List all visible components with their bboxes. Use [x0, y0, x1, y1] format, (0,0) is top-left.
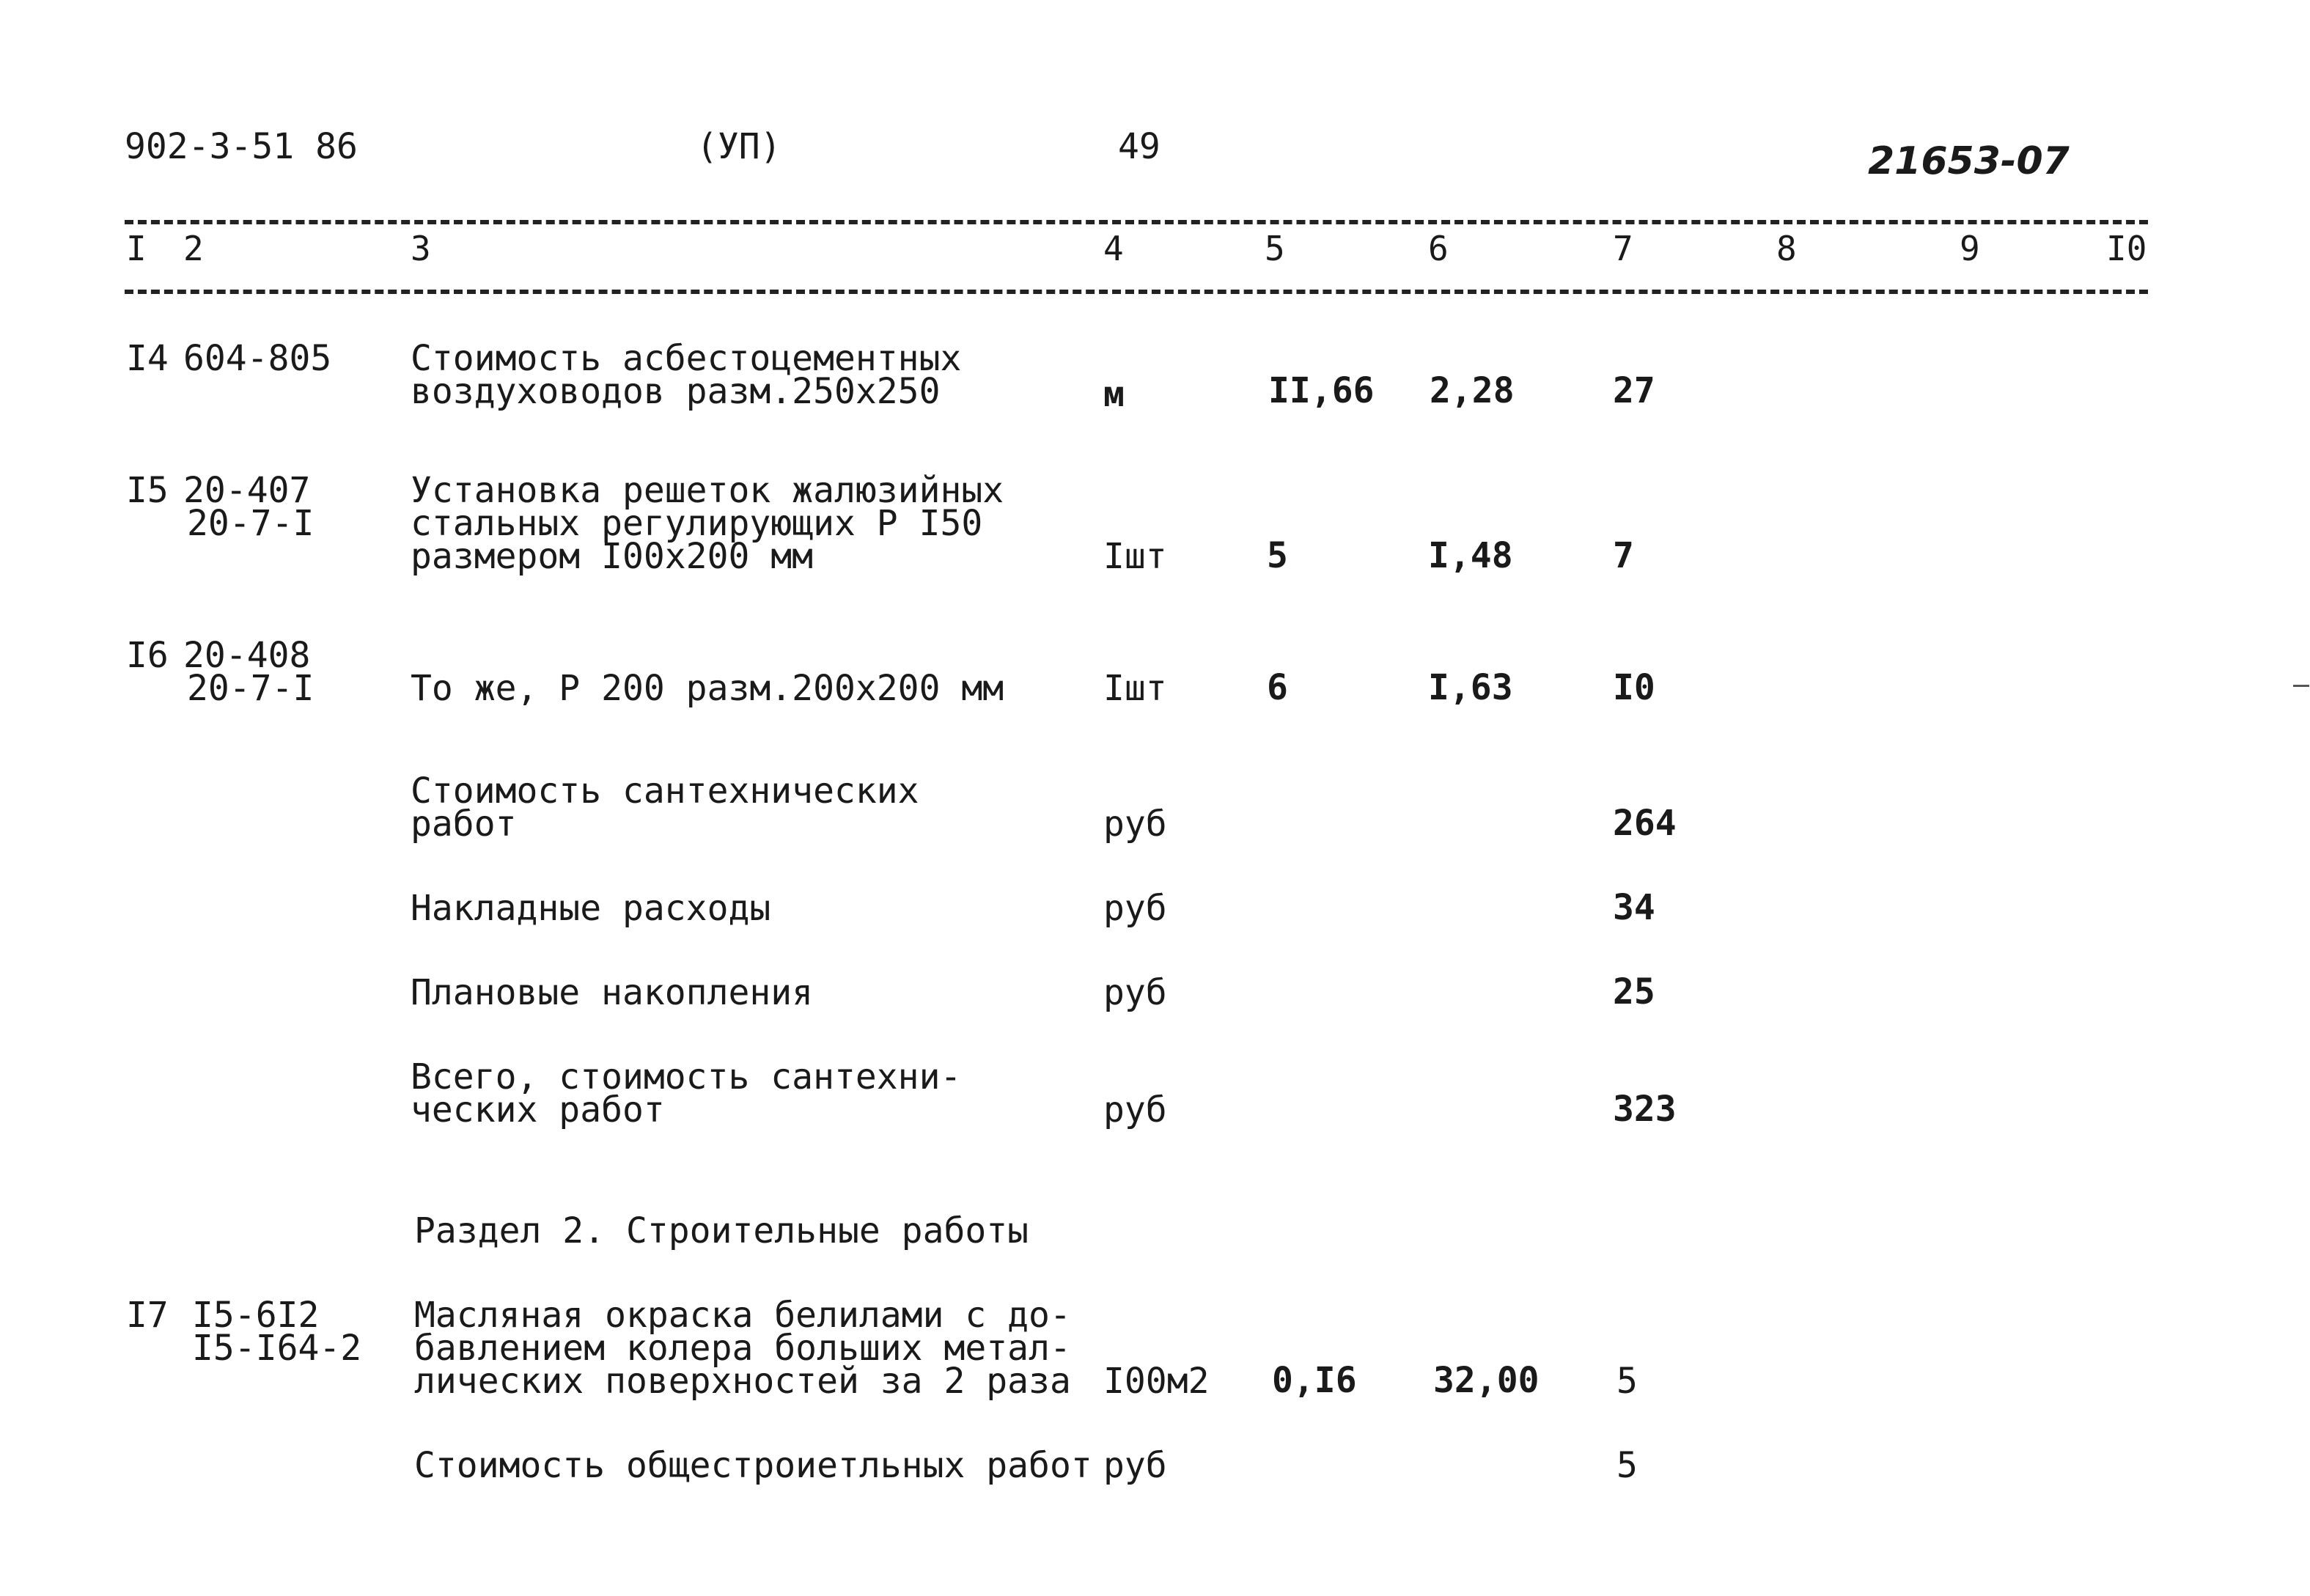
row-code: 20-408	[183, 635, 311, 676]
row-description-line: Стоимость сантехнических	[411, 771, 919, 812]
row-number: I7	[126, 1295, 169, 1336]
scan-mark	[2293, 685, 2309, 687]
row-total: 5	[1616, 1445, 1638, 1486]
column-number-10: I0	[2106, 229, 2147, 268]
row-code: I5-I64-2	[192, 1328, 362, 1369]
row-unit: руб	[1103, 803, 1167, 845]
row-unit: руб	[1103, 1445, 1167, 1486]
row-total: I0	[1613, 667, 1655, 708]
row-description-line: бавлением колера больших метал-	[414, 1328, 1071, 1369]
row-description-line: ческих работ	[411, 1089, 665, 1130]
row-description-line: Стоимость асбестоцементных	[411, 338, 962, 379]
column-number-5: 5	[1265, 229, 1285, 268]
row-number: I4	[126, 338, 169, 379]
row-unit: руб	[1103, 1089, 1167, 1130]
row-total: 323	[1613, 1089, 1677, 1130]
row-description-line: размером I00x200 мм	[411, 536, 814, 577]
row-number: I6	[126, 635, 169, 676]
row-total: 27	[1613, 370, 1655, 411]
column-number-3: 3	[411, 229, 431, 268]
row-code: 20-407	[183, 470, 311, 511]
row-unit: Iшт	[1103, 536, 1167, 577]
row-unit: Iшт	[1103, 668, 1167, 709]
row-code: 20-7-I	[187, 503, 315, 544]
column-number-7: 7	[1613, 229, 1633, 268]
row-description-line: воздуховодов разм.250x250	[411, 371, 941, 412]
row-total: 25	[1613, 971, 1655, 1012]
row-description-line: стальных регулирующих Р I50	[411, 503, 983, 544]
column-number-1: I	[126, 229, 147, 268]
column-number-6: 6	[1428, 229, 1449, 268]
volume-label: (УП)	[696, 126, 781, 167]
row-quantity: 0,I6	[1272, 1360, 1357, 1401]
column-number-9: 9	[1960, 229, 1980, 268]
row-code: I5-6I2	[192, 1295, 320, 1336]
row-description-line: Масляная окраска белилами с до-	[414, 1295, 1071, 1336]
row-unit: руб	[1103, 972, 1167, 1013]
row-total: 34	[1613, 887, 1655, 928]
divider-top	[125, 220, 2148, 224]
row-description-line: Всего, стоимость сантехни-	[411, 1056, 962, 1097]
row-description-line: Накладные расходы	[411, 888, 771, 929]
row-description-line: работ	[411, 803, 517, 845]
page-number: 49	[1118, 126, 1160, 167]
row-unit: м	[1103, 374, 1125, 415]
row-description-line: лических поверхностей за 2 раза	[414, 1361, 1071, 1402]
column-number-4: 4	[1103, 229, 1124, 268]
row-unit: I00м2	[1103, 1361, 1210, 1402]
row-code: 604-805	[183, 338, 332, 379]
row-number: I5	[126, 470, 169, 511]
row-total: 7	[1613, 535, 1634, 576]
section-heading: Раздел 2. Строительные работы	[414, 1210, 1029, 1251]
row-description-line: Плановые накопления	[411, 972, 814, 1013]
row-description-line: Стоимость общестроиетльных работ	[414, 1445, 1092, 1486]
inventory-number: 21653-07	[1868, 139, 2070, 183]
row-unit: руб	[1103, 888, 1167, 929]
row-quantity: 6	[1267, 667, 1288, 708]
row-unit-price: 32,00	[1433, 1360, 1540, 1401]
row-unit-price: I,48	[1428, 535, 1513, 576]
row-total: 5	[1616, 1361, 1638, 1402]
row-code: 20-7-I	[187, 668, 315, 709]
document-code: 902-3-51 86	[125, 126, 358, 167]
row-quantity: 5	[1267, 535, 1288, 576]
column-number-2: 2	[183, 229, 204, 268]
row-unit-price: 2,28	[1430, 370, 1515, 411]
divider-bottom	[125, 290, 2148, 294]
column-number-8: 8	[1776, 229, 1797, 268]
row-description-line: Установка решеток жалюзийных	[411, 470, 1004, 511]
row-unit-price: I,63	[1428, 667, 1513, 708]
row-description-line: То же, Р 200 разм.200x200 мм	[411, 668, 1004, 709]
row-total: 264	[1613, 803, 1677, 844]
row-quantity: II,66	[1268, 370, 1375, 411]
